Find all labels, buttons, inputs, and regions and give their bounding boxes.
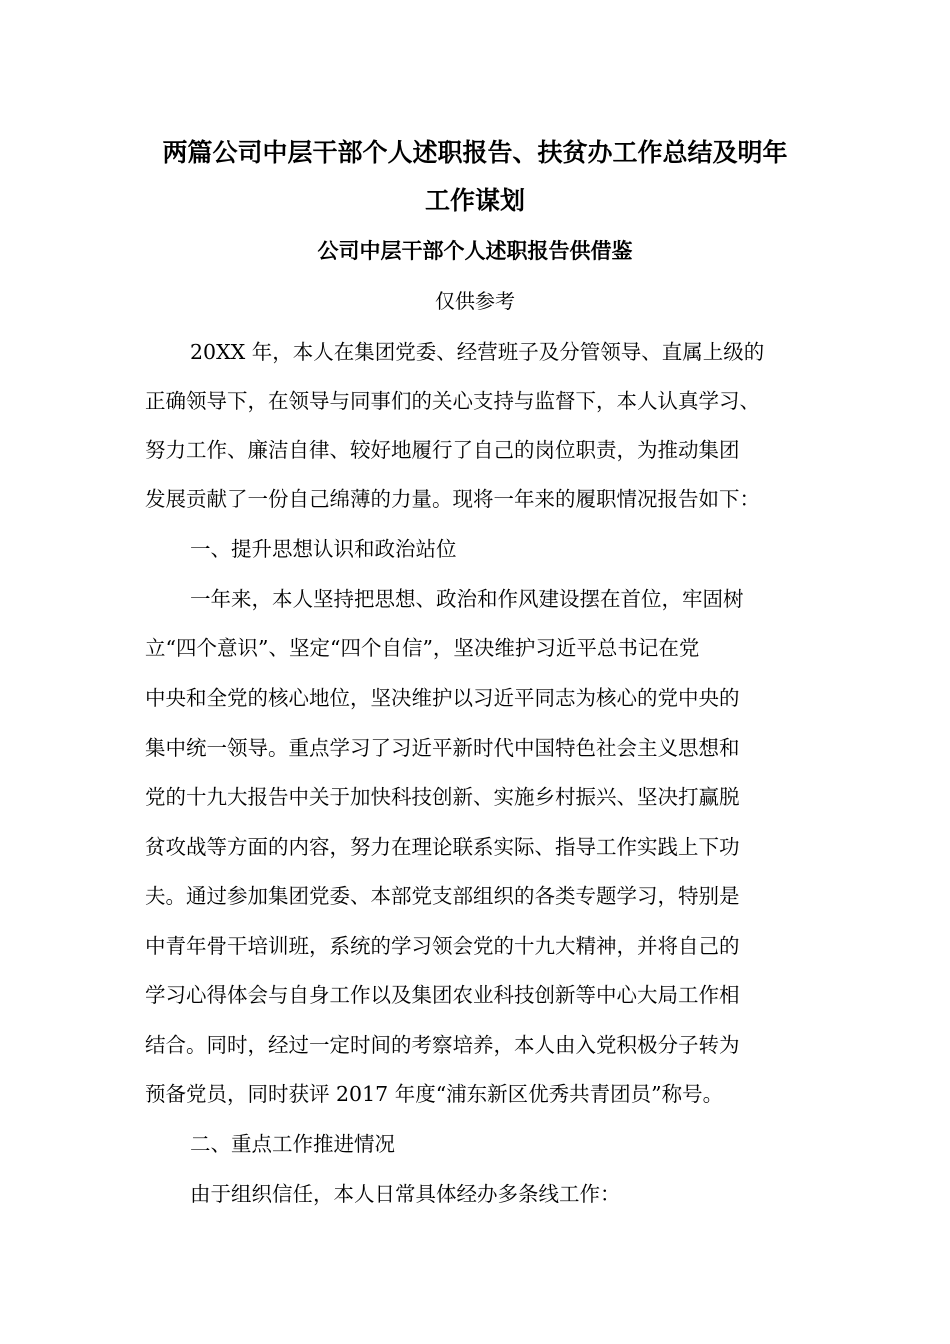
- document-subtitle: 公司中层干部个人述职报告供借鉴: [317, 238, 633, 263]
- section-heading: 一、提升思想认识和政治站位: [190, 537, 457, 561]
- paragraph-line: 努力工作、廉洁自律、较好地履行了自己的岗位职责，为推动集团: [145, 438, 740, 462]
- reference-note: 仅供参考: [435, 289, 515, 313]
- paragraph-line: 集中统一领导。重点学习了习近平新时代中国特色社会主义思想和: [145, 736, 740, 760]
- paragraph-line: 学习心得体会与自身工作以及集团农业科技创新等中心大局工作相: [145, 983, 740, 1007]
- paragraph-line: 党的十九大报告中关于加快科技创新、实施乡村振兴、坚决打赢脱: [145, 785, 740, 809]
- paragraph-line: 正确领导下，在领导与同事们的关心支持与监督下，本人认真学习、: [145, 389, 760, 413]
- paragraph-line: 一年来，本人坚持把思想、政治和作风建设摆在首位，牢固树: [190, 587, 744, 611]
- paragraph-line: 立“四个意识”、坚定“四个自信”，坚决维护习近平总书记在党: [145, 636, 700, 660]
- paragraph-line: 发展贡献了一份自己绵薄的力量。现将一年来的履职情况报告如下：: [145, 487, 760, 511]
- paragraph-line: 中央和全党的核心地位，坚决维护以习近平同志为核心的党中央的: [145, 686, 740, 710]
- paragraph-line: 预备党员，同时获评 2017 年度“浦东新区优秀共青团员”称号。: [145, 1082, 724, 1106]
- paragraph-line: 贫攻战等方面的内容，努力在理论联系实际、指导工作实践上下功: [145, 835, 740, 859]
- paragraph-line: 夫。通过参加集团党委、本部党支部组织的各类专题学习，特别是: [145, 884, 740, 908]
- document-title-line-1: 两篇公司中层干部个人述职报告、扶贫办工作总结及明年: [162, 138, 788, 167]
- paragraph-line: 由于组织信任，本人日常具体经办多条线工作：: [190, 1182, 621, 1206]
- paragraph-line: 结合。同时，经过一定时间的考察培养，本人由入党积极分子转为: [145, 1033, 740, 1057]
- paragraph-line: 中青年骨干培训班，系统的学习领会党的十九大精神，并将自己的: [145, 934, 740, 958]
- section-heading: 二、重点工作推进情况: [190, 1132, 395, 1156]
- document-title-line-2: 工作谋划: [424, 186, 525, 215]
- paragraph-line: 20XX 年，本人在集团党委、经营班子及分管领导、直属上级的: [190, 340, 765, 364]
